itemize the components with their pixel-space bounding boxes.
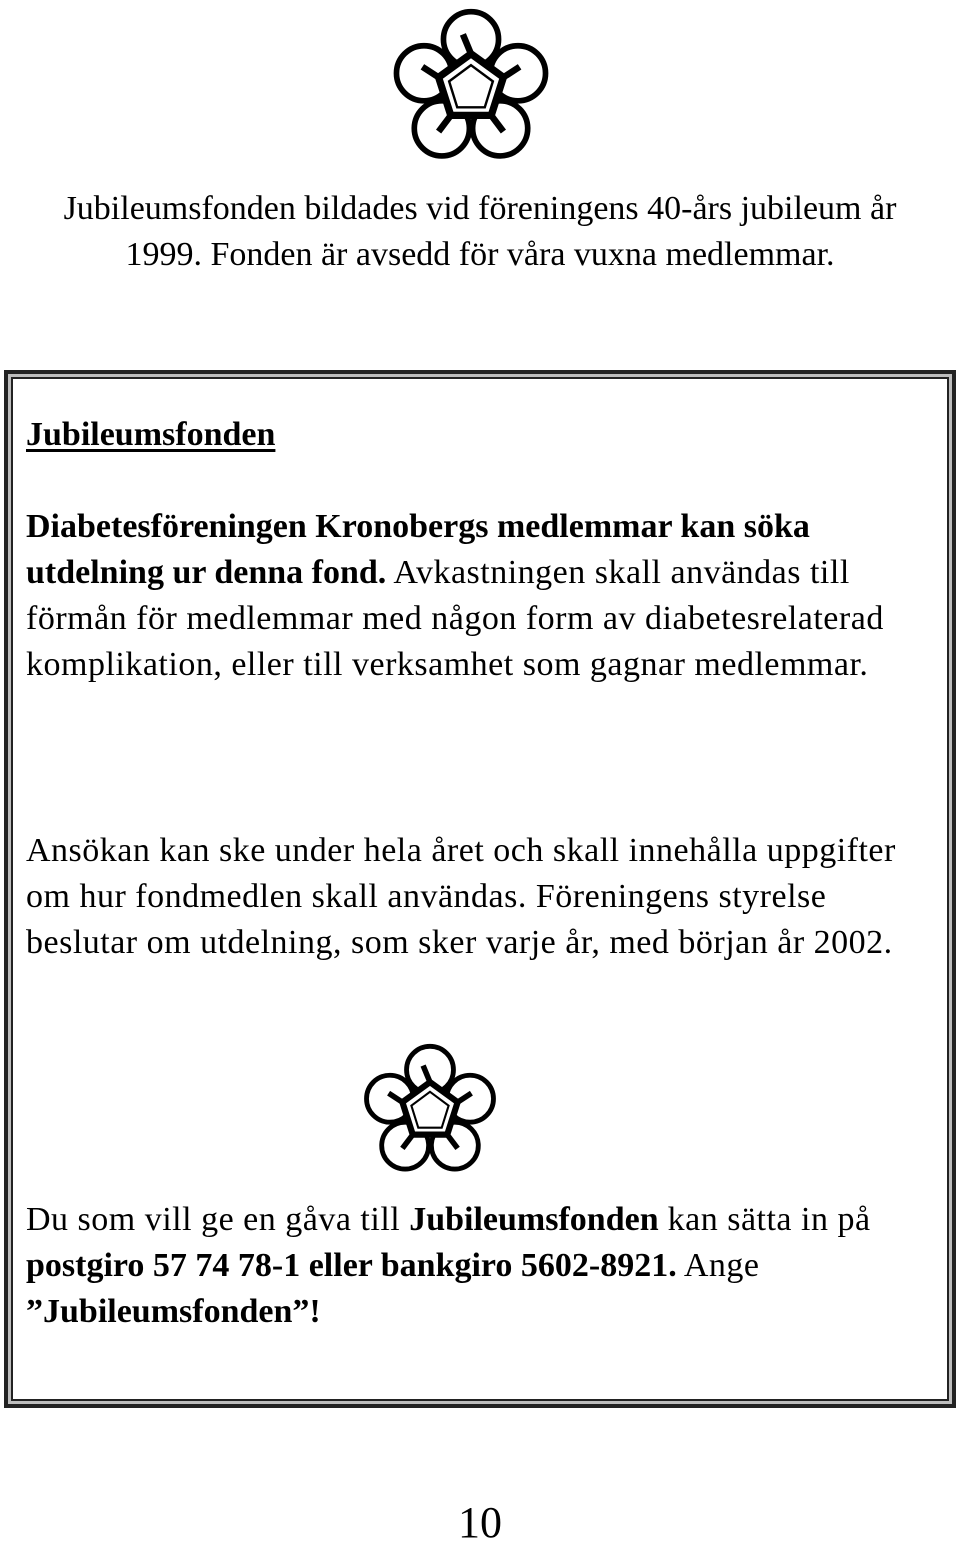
five-ring-pentagon-emblem-icon: [356, 1038, 504, 1176]
application-paragraph: Ansökan kan ske under hela året och skall innehålla uppgifter om hur fondmedlen skall användas. Föreningens styrelse beslutar om utdelning, som sker varje år, med början år 2002.: [26, 832, 896, 961]
eligibility-lead: Diabetesföreningen Kronobergs medlemmar kan söka utdelning ur denna fond.: [26, 508, 810, 591]
donation-text-1: Du som vill ge en gåva till: [26, 1201, 410, 1238]
donation-text-3: Ange: [676, 1247, 760, 1284]
box-title: Jubileumsfonden: [26, 416, 276, 453]
intro-text: Jubileumsfonden bildades vid föreningens 40-års jubileum år 1999. Fonden är avsedd för våra vuxna medlemmar.: [63, 190, 897, 273]
eligibility-text: Avkastningen skall användas till förmån för medlemmar med någon form av diabetesrelaterad komplikation, eller till verksamhet som gagnar medlemmar.: [26, 554, 884, 683]
donation-paragraph: [26, 1197, 926, 1335]
donation-text-2: kan sätta in på: [658, 1201, 871, 1238]
reference-text: ”Jubileumsfonden”!: [26, 1293, 321, 1330]
five-ring-pentagon-emblem-icon: [383, 2, 559, 164]
eligibility-paragraph: [26, 504, 926, 688]
fund-name-bold: Jubileumsfonden: [409, 1201, 659, 1238]
giro-numbers: postgiro 57 74 78-1 eller bankgiro 5602-8921.: [26, 1247, 677, 1284]
page-number: 10: [458, 1498, 502, 1547]
